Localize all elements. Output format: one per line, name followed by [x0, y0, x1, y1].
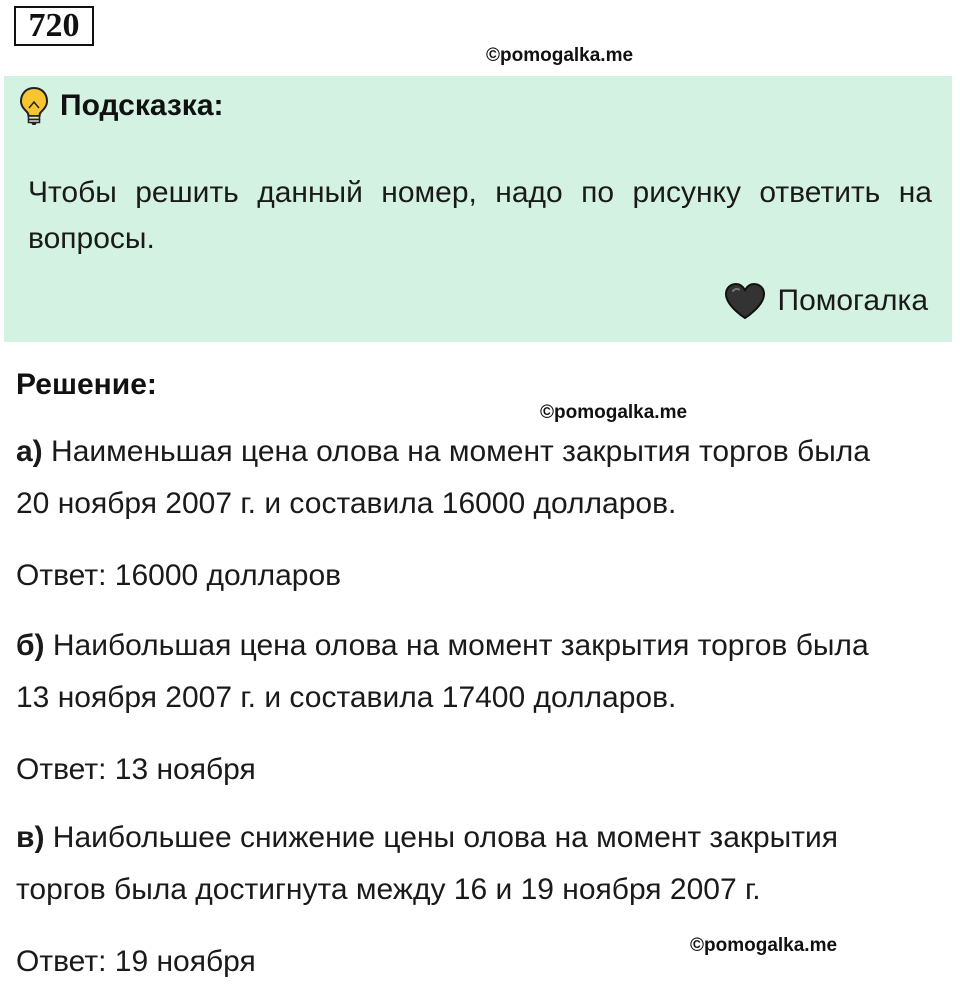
answer-c: Ответ: 19 ноября: [16, 945, 256, 978]
part-text: торгов была достигнута между 16 и 19 ноября 2007 г.: [16, 873, 761, 906]
part-text: 20 ноября 2007 г. и составила 16000 долларов.: [16, 487, 677, 520]
part-text: Наименьшая цена олова на момент закрытия торгов была: [42, 435, 870, 468]
watermark: ©pomogalka.me: [690, 935, 838, 956]
answer-b: Ответ: 13 ноября: [16, 753, 256, 786]
lightbulb-icon: [18, 86, 50, 126]
solution-title: Решение:: [16, 368, 157, 401]
part-label: а): [16, 435, 43, 468]
solution-part-a: [16, 426, 956, 530]
watermark: ©pomogalka.me: [486, 45, 634, 66]
solution-part-b: [16, 620, 956, 724]
part-text: 13 ноября 2007 г. и составила 17400 долларов.: [16, 681, 677, 714]
part-text: Наибольшее снижение цены олова на момент закрытия: [44, 821, 838, 854]
part-label: б): [16, 629, 45, 662]
solution-part-c: [16, 812, 956, 916]
signature-text: Помогалка: [777, 284, 928, 317]
heart-icon: [724, 282, 766, 320]
hint-box: [4, 76, 952, 342]
hint-text: Чтобы решить данный номер, надо по рисунку ответить на вопросы.: [28, 176, 932, 255]
hint-title: Подсказка:: [60, 89, 224, 122]
hint-header: [18, 86, 224, 126]
task-number: 720: [14, 6, 94, 46]
signature: [724, 282, 929, 320]
part-label: в): [16, 821, 45, 854]
answer-a: Ответ: 16000 долларов: [16, 559, 342, 592]
part-text: Наибольшая цена олова на момент закрытия торгов была: [44, 629, 869, 662]
watermark: ©pomogalka.me: [540, 402, 688, 423]
